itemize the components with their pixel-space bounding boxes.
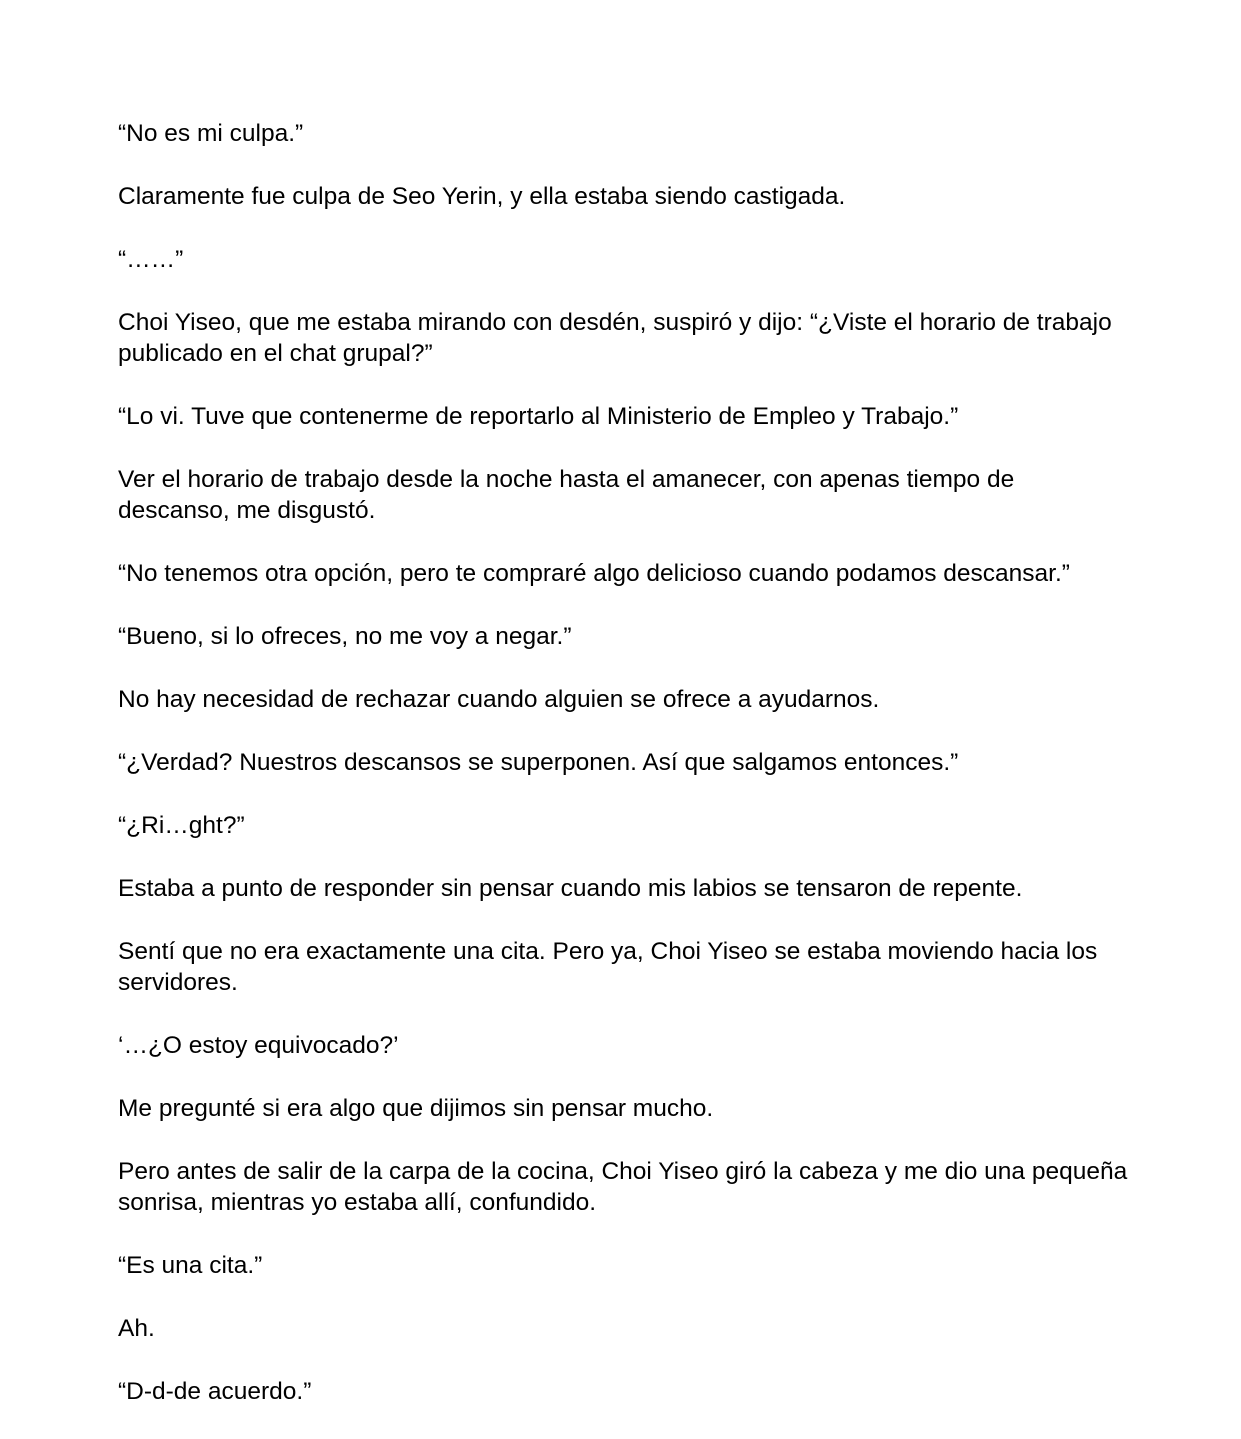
paragraph: Ah. <box>118 1315 155 1342</box>
paragraph: Ver el horario de trabajo desde la noche hasta el amanecer, con apenas tiempo de descanso, me disgustó. <box>118 466 1015 524</box>
paragraph: “¿Verdad? Nuestros descansos se superponen. Así que salgamos entonces.” <box>118 749 959 776</box>
paragraph: Me pregunté si era algo que dijimos sin pensar mucho. <box>118 1095 714 1122</box>
paragraph: No hay necesidad de rechazar cuando alguien se ofrece a ayudarnos. <box>118 686 880 713</box>
paragraph: “Bueno, si lo ofreces, no me voy a negar.” <box>118 623 572 650</box>
paragraph: “¿Ri…ght?” <box>118 812 245 839</box>
document-page <box>118 118 1128 1439</box>
paragraph: Claramente fue culpa de Seo Yerin, y ella estaba siendo castigada. <box>118 183 846 210</box>
paragraph: Pero antes de salir de la carpa de la cocina, Choi Yiseo giró la cabeza y me dio una pequeña sonrisa, mientras yo estaba allí, confundido. <box>118 1158 1128 1216</box>
paragraph: “No es mi culpa.” <box>118 120 304 147</box>
paragraph: Estaba a punto de responder sin pensar cuando mis labios se tensaron de repente. <box>118 875 1023 902</box>
paragraph: “……” <box>118 246 184 273</box>
paragraph: “Es una cita.” <box>118 1252 263 1279</box>
paragraph: ‘…¿O estoy equivocado?’ <box>118 1032 399 1059</box>
paragraph: “No tenemos otra opción, pero te compraré algo delicioso cuando podamos descansar.” <box>118 560 1070 587</box>
paragraph: “D-d-de acuerdo.” <box>118 1378 312 1405</box>
paragraph: Choi Yiseo, que me estaba mirando con desdén, suspiró y dijo: “¿Viste el horario de trabajo publicado en el chat grupal?” <box>118 309 1112 367</box>
paragraph: Sentí que no era exactamente una cita. Pero ya, Choi Yiseo se estaba moviendo hacia los servidores. <box>118 938 1098 996</box>
paragraph: “Lo vi. Tuve que contenerme de reportarlo al Ministerio de Empleo y Trabajo.” <box>118 403 959 430</box>
